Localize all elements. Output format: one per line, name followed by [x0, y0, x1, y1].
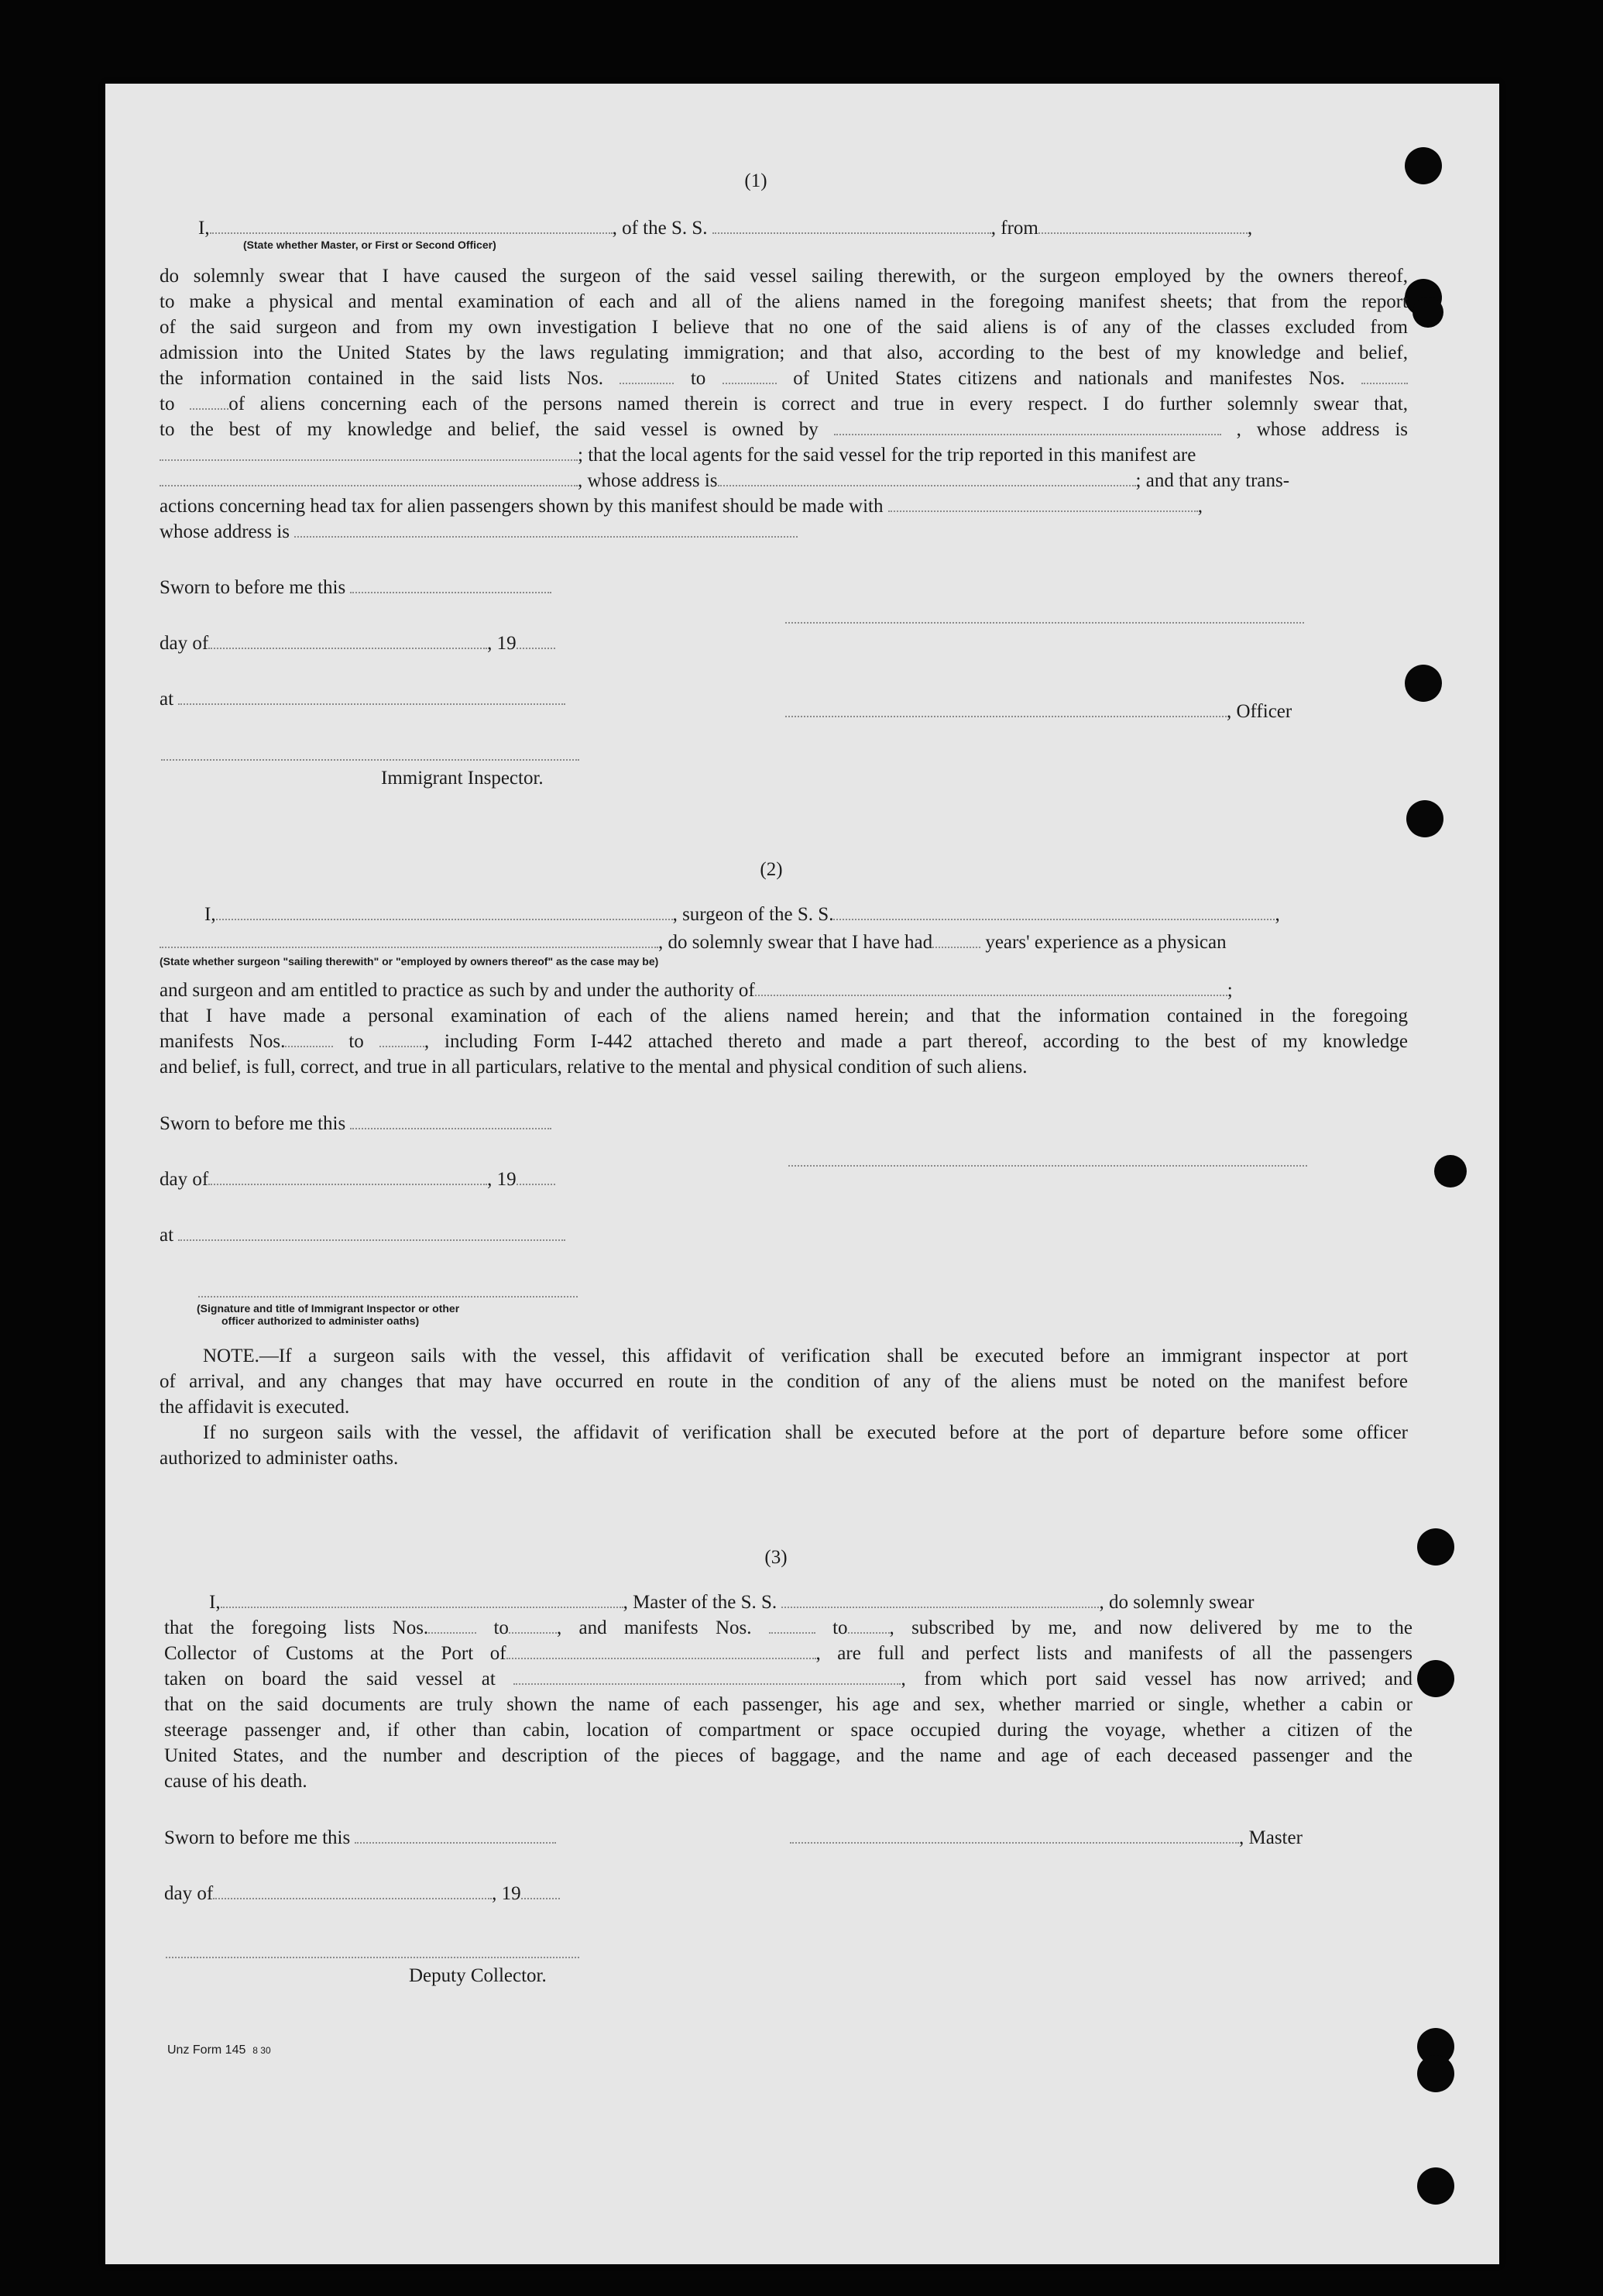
collector-signature-line: [166, 1957, 579, 1958]
section-number: (1): [744, 170, 767, 191]
sworn-label: Sworn to before me this: [164, 1825, 556, 1851]
binder-hole-icon: [1405, 665, 1442, 702]
oath-line: , do solemnly swear that I have had years' experience as a physican: [160, 930, 1227, 955]
field-instruction: (State whether Master, or First or Second Officer): [243, 239, 496, 251]
binder-hole-icon: [1405, 147, 1442, 184]
officer-label: , Officer: [785, 699, 1292, 724]
signature-instruction: officer authorized to administer oaths): [221, 1315, 420, 1327]
collector-label: Deputy Collector.: [409, 1965, 547, 1986]
paragraph-line: admission into the United States by the laws regulating immigration; and that also, according to the best of my knowledge and belief,: [160, 342, 1408, 363]
form-number: Unz Form 145 8 30: [167, 2043, 271, 2057]
paragraph-line: , whose address is ; and that any trans-: [160, 468, 1289, 493]
binder-hole-icon: [1406, 800, 1443, 837]
binder-hole-icon: [1412, 297, 1443, 328]
signature-line: [785, 622, 1304, 624]
paragraph-line: United States, and the number and description of the pieces of baggage, and the name and age of each deceased passenger and the: [164, 1745, 1412, 1766]
paragraph-line: and surgeon and am entitled to practice as such by and under the authority of ;: [160, 980, 1233, 1001]
binder-hole-icon: [1434, 1155, 1467, 1188]
paragraph-line: Collector of Customs at the Port of , are full and perfect lists and manifests of all the passengers: [164, 1643, 1413, 1664]
paragraph-line: manifests Nos. to , including Form I-442 attached thereto and made a part thereof, according to the best of my knowledge: [160, 1031, 1408, 1052]
paragraph-line: that I have made a personal examination of each of the aliens named herein; and that the information contained in the foregoing: [160, 1005, 1408, 1026]
binder-hole-icon: [1417, 2167, 1454, 2205]
sworn-label: Sworn to before me this: [160, 1111, 551, 1136]
paragraph-line: whose address is: [160, 519, 798, 545]
inspector-signature-line: [161, 759, 579, 761]
signature-instruction: (Signature and title of Immigrant Inspector or other: [197, 1302, 460, 1315]
manifest-form-page: [105, 84, 1499, 2264]
at-label: at: [160, 686, 565, 712]
paragraph-line: and belief, is full, correct, and true in all particulars, relative to the mental and physical condition of such aliens.: [160, 1057, 1028, 1078]
paragraph-line: to the best of my knowledge and belief, the said vessel is owned by , whose address is: [160, 419, 1409, 440]
day-of-label: day of , 19: [164, 1881, 560, 1906]
binder-hole-icon: [1417, 2055, 1454, 2092]
note-line: NOTE.—If a surgeon sails with the vessel, this affidavit of verification shall be executed before an immigrant inspector at port: [203, 1346, 1408, 1366]
section-number: (2): [760, 859, 783, 880]
signature-line: [788, 1165, 1307, 1167]
master-label: , Master: [790, 1825, 1303, 1851]
sworn-label: Sworn to before me this: [160, 575, 551, 600]
section-number: (3): [764, 1547, 788, 1568]
paragraph-line: do solemnly swear that I have caused the surgeon of the said vessel sailing therewith, or the surgeon employed by the owners thereof,: [160, 266, 1408, 287]
binder-hole-icon: [1417, 1660, 1454, 1697]
paragraph-line: steerage passenger and, if other than cabin, location of compartment or space occupied during the voyage, whether a citizen of the: [164, 1720, 1412, 1741]
note-line: authorized to administer oaths.: [160, 1448, 399, 1469]
paragraph-line: to of aliens concerning each of the persons named therein is correct and true in every respect. I do further solemnly swear that,: [160, 394, 1408, 414]
note-line: the affidavit is executed.: [160, 1397, 350, 1418]
paragraph-line: the information contained in the said lists Nos. to of United States citizens and nationals and manifestes Nos.: [160, 366, 1408, 391]
paragraph-line: of the said surgeon and from my own investigation I believe that no one of the said aliens is of any of the classes excluded from: [160, 317, 1408, 338]
paragraph-line: that the foregoing lists Nos. to , and manifests Nos. to , subscribed by me, and now delivered by me to the: [164, 1617, 1413, 1638]
inspector-signature-line: [198, 1296, 578, 1298]
binder-hole-icon: [1417, 1528, 1454, 1566]
day-of-label: day of , 19: [160, 1167, 555, 1192]
paragraph-line: that on the said documents are truly shown the name of each passenger, his age and sex, whether married or single, whether a cabin or: [164, 1694, 1412, 1715]
note-line: of arrival, and any changes that may have occurred en route in the condition of any of the aliens must be noted on the manifest before: [160, 1371, 1408, 1392]
oath-line: I, , of the S. S. , from ,: [198, 218, 1253, 239]
paragraph-line: actions concerning head tax for alien passengers shown by this manifest should be made with ,: [160, 496, 1203, 517]
paragraph-line: taken on board the said vessel at , from which port said vessel has now arrived; and: [164, 1669, 1413, 1689]
field-instruction: (State whether surgeon "sailing therewith" or "employed by owners thereof" as the case may be): [160, 955, 659, 968]
paragraph-line: ; that the local agents for the said vessel for the trip reported in this manifest are: [160, 442, 1196, 468]
note-line: If no surgeon sails with the vessel, the affidavit of verification shall be executed before at the port of departure before some officer: [203, 1422, 1408, 1443]
paragraph-line: to make a physical and mental examination of each and all of the aliens named in the foregoing manifest sheets; that from the report: [160, 291, 1408, 312]
paragraph-line: cause of his death.: [164, 1771, 307, 1792]
oath-line: I, , surgeon of the S. S. ,: [204, 904, 1280, 925]
inspector-label: Immigrant Inspector.: [381, 768, 544, 789]
oath-line: I, , Master of the S. S. , do solemnly swear: [209, 1592, 1255, 1613]
day-of-label: day of , 19: [160, 631, 555, 656]
at-label: at: [160, 1222, 565, 1248]
